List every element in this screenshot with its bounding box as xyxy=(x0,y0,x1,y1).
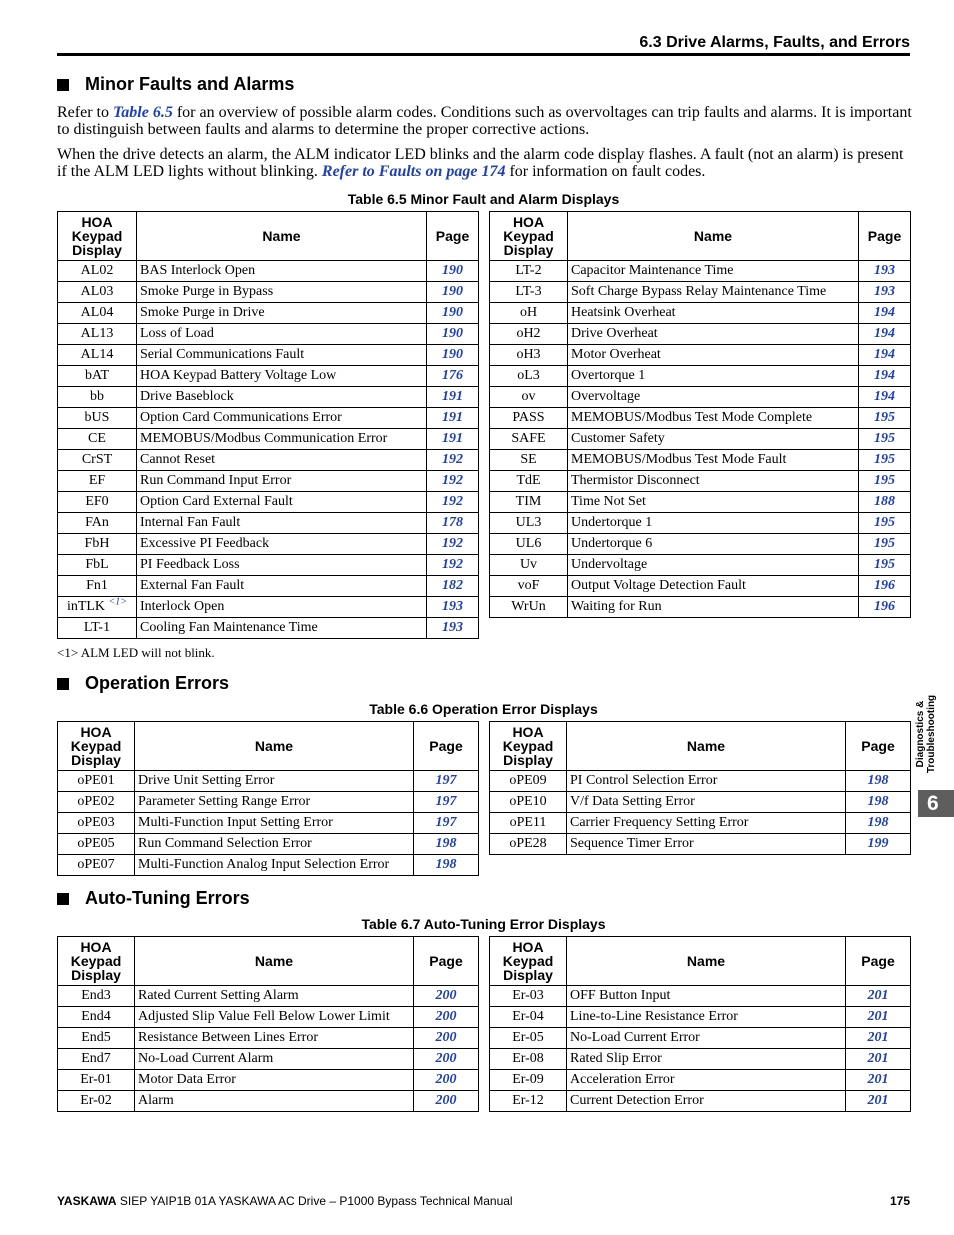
display-code-cell: AL13 xyxy=(58,324,137,345)
page-link-cell[interactable]: 191 xyxy=(427,387,479,408)
page-link-cell[interactable]: 200 xyxy=(414,1049,479,1070)
page-link-cell[interactable]: 192 xyxy=(427,534,479,555)
table-row xyxy=(58,1007,479,1028)
page-link-cell[interactable]: 194 xyxy=(859,303,911,324)
page-link-cell[interactable]: 197 xyxy=(414,813,479,834)
page-link-cell[interactable]: 198 xyxy=(414,834,479,855)
side-tab-line: Troubleshooting xyxy=(926,694,937,774)
page-link-cell[interactable]: 195 xyxy=(859,471,911,492)
name-cell: PI Control Selection Error xyxy=(567,771,846,792)
display-code-cell: Er-08 xyxy=(490,1049,567,1070)
column-header-page: Page xyxy=(846,722,911,771)
name-cell: Carrier Frequency Setting Error xyxy=(567,813,846,834)
name-cell: Overvoltage xyxy=(568,387,859,408)
name-cell: Output Voltage Detection Fault xyxy=(568,576,859,597)
table-row xyxy=(490,345,911,366)
table-header-row xyxy=(58,212,479,261)
name-cell: Multi-Function Analog Input Selection Error xyxy=(135,855,414,876)
page-link-cell[interactable]: 182 xyxy=(427,576,479,597)
page-link-cell[interactable]: 201 xyxy=(846,1007,911,1028)
minor-fault-table-left xyxy=(57,211,479,639)
page-link-cell[interactable]: 192 xyxy=(427,555,479,576)
page-link-cell[interactable]: 200 xyxy=(414,986,479,1007)
section-heading-text: Auto-Tuning Errors xyxy=(85,888,250,908)
table-row xyxy=(490,429,911,450)
display-code-cell: Er-02 xyxy=(58,1091,135,1112)
column-header-code: HOA Keypad Display xyxy=(490,212,568,261)
column-header-name: Name xyxy=(568,212,859,261)
name-cell: External Fan Fault xyxy=(137,576,427,597)
name-cell: PI Feedback Loss xyxy=(137,555,427,576)
display-code-cell: oPE02 xyxy=(58,792,135,813)
page-link-cell[interactable]: 200 xyxy=(414,1070,479,1091)
table-row xyxy=(490,771,911,792)
page-reference-link[interactable]: Refer to Faults on page 174 xyxy=(321,163,506,180)
page-link-cell[interactable]: 194 xyxy=(859,345,911,366)
display-code-cell: End7 xyxy=(58,1049,135,1070)
display-code-cell: AL02 xyxy=(58,261,137,282)
display-code-cell: Er-04 xyxy=(490,1007,567,1028)
table-row xyxy=(58,771,479,792)
table-row xyxy=(58,618,479,639)
page-link-cell[interactable]: 201 xyxy=(846,1070,911,1091)
table-row xyxy=(490,576,911,597)
name-cell: Soft Charge Bypass Relay Maintenance Time xyxy=(568,282,859,303)
name-cell: Excessive PI Feedback xyxy=(137,534,427,555)
table-row xyxy=(58,450,479,471)
display-code-cell: oPE28 xyxy=(490,834,567,855)
table-caption: Table 6.7 Auto-Tuning Error Displays xyxy=(361,916,606,932)
name-cell: Parameter Setting Range Error xyxy=(135,792,414,813)
table-row xyxy=(58,1028,479,1049)
name-cell: Acceleration Error xyxy=(567,1070,846,1091)
name-cell: Heatsink Overheat xyxy=(568,303,859,324)
page-link-cell[interactable]: 198 xyxy=(846,792,911,813)
page-link-cell[interactable]: 193 xyxy=(427,597,479,618)
name-cell: No-Load Current Alarm xyxy=(135,1049,414,1070)
table-row xyxy=(58,986,479,1007)
display-code-cell: UL6 xyxy=(490,534,568,555)
paragraph-text: When the drive detects an alarm, the ALM indicator LED blinks and the alarm code display flashes. A fault (not an alarm) is present if the ALM LED lights without blinking. xyxy=(57,146,904,180)
name-cell: Drive Baseblock xyxy=(137,387,427,408)
table-row xyxy=(490,986,911,1007)
column-header-code: HOA Keypad Display xyxy=(58,937,135,986)
display-code-cell: FbL xyxy=(58,555,137,576)
section-heading-text: Operation Errors xyxy=(85,673,230,693)
minor-fault-table-right xyxy=(489,211,911,618)
column-header-page: Page xyxy=(427,212,479,261)
display-code-cell: Er-01 xyxy=(58,1070,135,1091)
display-code-cell: voF xyxy=(490,576,568,597)
display-code-cell: LT-2 xyxy=(490,261,568,282)
black-square-icon xyxy=(57,678,69,690)
column-header-code: HOA Keypad Display xyxy=(58,722,135,771)
table-row xyxy=(490,597,911,618)
table-row xyxy=(58,261,479,282)
display-code-cell: End4 xyxy=(58,1007,135,1028)
page-link-cell[interactable]: 190 xyxy=(427,345,479,366)
display-code-cell: SE xyxy=(490,450,568,471)
page-link-cell[interactable]: 196 xyxy=(859,576,911,597)
name-cell: Capacitor Maintenance Time xyxy=(568,261,859,282)
table-row xyxy=(490,303,911,324)
table-header-row xyxy=(490,212,911,261)
chapter-number-tab: 6 xyxy=(918,790,954,817)
page-link-cell[interactable]: 192 xyxy=(427,450,479,471)
name-cell: Serial Communications Fault xyxy=(137,345,427,366)
column-header-name: Name xyxy=(567,937,846,986)
table-header-row xyxy=(490,937,911,986)
name-cell: Loss of Load xyxy=(137,324,427,345)
table-row xyxy=(58,492,479,513)
page-link-cell[interactable]: 190 xyxy=(427,261,479,282)
page-link-cell[interactable]: 176 xyxy=(427,366,479,387)
page-link-cell[interactable]: 190 xyxy=(427,324,479,345)
table-header-row xyxy=(490,722,911,771)
side-tab-label xyxy=(906,684,950,784)
name-cell: HOA Keypad Battery Voltage Low xyxy=(137,366,427,387)
table-row xyxy=(490,471,911,492)
page-link-cell[interactable]: 197 xyxy=(414,792,479,813)
name-cell: Motor Overheat xyxy=(568,345,859,366)
page-link-cell[interactable]: 195 xyxy=(859,555,911,576)
page-link-cell[interactable]: 193 xyxy=(859,282,911,303)
table-row xyxy=(58,576,479,597)
name-cell: Overtorque 1 xyxy=(568,366,859,387)
display-code-cell: Er-09 xyxy=(490,1070,567,1091)
side-tab-line: Diagnostics & xyxy=(915,700,926,768)
table-row xyxy=(490,834,911,855)
column-header-name: Name xyxy=(135,937,414,986)
black-square-icon xyxy=(57,893,69,905)
page-link-cell[interactable]: 191 xyxy=(427,429,479,450)
table-row xyxy=(58,534,479,555)
column-header-page: Page xyxy=(859,212,911,261)
page-link-cell[interactable]: 192 xyxy=(427,492,479,513)
name-cell: Cooling Fan Maintenance Time xyxy=(137,618,427,639)
paragraph-alarm-behaviour xyxy=(57,146,913,180)
page-link-cell[interactable]: 200 xyxy=(414,1091,479,1112)
table-row xyxy=(58,513,479,534)
page-link-cell[interactable]: 200 xyxy=(414,1007,479,1028)
page-link-cell[interactable]: 194 xyxy=(859,366,911,387)
display-code-cell: oPE10 xyxy=(490,792,567,813)
display-code-cell: oH xyxy=(490,303,568,324)
column-header-page: Page xyxy=(414,722,479,771)
name-cell: No-Load Current Error xyxy=(567,1028,846,1049)
page-link-cell[interactable]: 195 xyxy=(859,408,911,429)
table-row xyxy=(58,1070,479,1091)
table-row xyxy=(490,1007,911,1028)
name-cell: OFF Button Input xyxy=(567,986,846,1007)
page-link-cell[interactable]: 196 xyxy=(859,597,911,618)
name-cell: Undertorque 1 xyxy=(568,513,859,534)
display-code-cell: Er-03 xyxy=(490,986,567,1007)
auto-tuning-error-table-right xyxy=(489,936,911,1112)
display-code-cell: CrST xyxy=(58,450,137,471)
display-code-cell: LT-1 xyxy=(58,618,137,639)
page-link-cell[interactable]: 188 xyxy=(859,492,911,513)
table-row xyxy=(58,555,479,576)
table-row xyxy=(490,324,911,345)
display-code-cell: bAT xyxy=(58,366,137,387)
auto-tuning-error-table-left xyxy=(57,936,479,1112)
name-cell: Sequence Timer Error xyxy=(567,834,846,855)
display-code-cell: oPE03 xyxy=(58,813,135,834)
page-link-cell[interactable]: 194 xyxy=(859,387,911,408)
table-row xyxy=(58,855,479,876)
table-row xyxy=(490,1049,911,1070)
display-code-cell: oPE01 xyxy=(58,771,135,792)
name-cell: Line-to-Line Resistance Error xyxy=(567,1007,846,1028)
footnote-marker[interactable]: <1> xyxy=(108,596,128,608)
display-code-cell: oPE07 xyxy=(58,855,135,876)
table-row xyxy=(58,792,479,813)
name-cell: Option Card Communications Error xyxy=(137,408,427,429)
column-header-name: Name xyxy=(137,212,427,261)
name-cell: Run Command Input Error xyxy=(137,471,427,492)
table-row xyxy=(58,366,479,387)
table-header-row xyxy=(58,722,479,771)
table-row xyxy=(490,1091,911,1112)
display-code-cell: Uv xyxy=(490,555,568,576)
table-row xyxy=(58,813,479,834)
display-code-cell: UL3 xyxy=(490,513,568,534)
footer-title-text: SIEP YAIP1B 01A YASKAWA AC Drive – P1000 Bypass Technical Manual xyxy=(116,1194,513,1208)
name-cell: MEMOBUS/Modbus Communication Error xyxy=(137,429,427,450)
display-code-cell: AL03 xyxy=(58,282,137,303)
operation-error-table-left xyxy=(57,721,479,876)
table-header-row xyxy=(58,937,479,986)
display-code-cell: End3 xyxy=(58,986,135,1007)
display-code-cell: TIM xyxy=(490,492,568,513)
page-link-cell[interactable]: 198 xyxy=(414,855,479,876)
display-code-cell: SAFE xyxy=(490,429,568,450)
column-header-code: HOA Keypad Display xyxy=(490,722,567,771)
name-cell: MEMOBUS/Modbus Test Mode Complete xyxy=(568,408,859,429)
table-row xyxy=(490,813,911,834)
table-row xyxy=(58,471,479,492)
table-row xyxy=(490,282,911,303)
display-code-cell: oH2 xyxy=(490,324,568,345)
table-row xyxy=(58,597,479,618)
name-cell: Customer Safety xyxy=(568,429,859,450)
name-cell: MEMOBUS/Modbus Test Mode Fault xyxy=(568,450,859,471)
column-header-page: Page xyxy=(846,937,911,986)
section-heading-minor-faults xyxy=(57,74,294,95)
page-link-cell[interactable]: 190 xyxy=(427,303,479,324)
column-header-page: Page xyxy=(414,937,479,986)
display-code-cell: bb xyxy=(58,387,137,408)
column-header-code: HOA Keypad Display xyxy=(58,212,137,261)
page-link-cell[interactable]: 198 xyxy=(846,771,911,792)
name-cell: Run Command Selection Error xyxy=(135,834,414,855)
table-row xyxy=(58,345,479,366)
table-caption: Table 6.5 Minor Fault and Alarm Displays xyxy=(347,191,620,207)
paragraph-intro xyxy=(57,104,913,138)
paragraph-text: Refer to xyxy=(57,104,113,121)
name-cell: Resistance Between Lines Error xyxy=(135,1028,414,1049)
page-link-cell[interactable]: 194 xyxy=(859,324,911,345)
display-code-cell: Er-05 xyxy=(490,1028,567,1049)
display-code-cell: oPE05 xyxy=(58,834,135,855)
table-row xyxy=(58,429,479,450)
name-cell: Rated Current Setting Alarm xyxy=(135,986,414,1007)
table-row xyxy=(490,450,911,471)
name-cell: Thermistor Disconnect xyxy=(568,471,859,492)
page-link-cell[interactable]: 201 xyxy=(846,1028,911,1049)
column-header-name: Name xyxy=(135,722,414,771)
display-code-cell: oH3 xyxy=(490,345,568,366)
page-link-cell[interactable]: 201 xyxy=(846,1091,911,1112)
page-link-cell[interactable]: 178 xyxy=(427,513,479,534)
operation-error-table-right xyxy=(489,721,911,855)
section-heading-operation-errors xyxy=(57,673,229,694)
name-cell: Option Card External Fault xyxy=(137,492,427,513)
page-link-cell[interactable]: 195 xyxy=(859,534,911,555)
table-row xyxy=(58,282,479,303)
page-link-cell[interactable]: 190 xyxy=(427,282,479,303)
name-cell: V/f Data Setting Error xyxy=(567,792,846,813)
page-link-cell[interactable]: 193 xyxy=(427,618,479,639)
name-cell: Alarm xyxy=(135,1091,414,1112)
page-link-cell[interactable]: 195 xyxy=(859,513,911,534)
name-cell: Undervoltage xyxy=(568,555,859,576)
display-code-cell: oL3 xyxy=(490,366,568,387)
display-code-cell: bUS xyxy=(58,408,137,429)
name-cell: Smoke Purge in Bypass xyxy=(137,282,427,303)
display-code-cell: Er-12 xyxy=(490,1091,567,1112)
page-link-cell[interactable]: 198 xyxy=(846,813,911,834)
table-row xyxy=(58,324,479,345)
table-row xyxy=(490,366,911,387)
table-row xyxy=(58,1091,479,1112)
table-row xyxy=(58,834,479,855)
name-cell: Adjusted Slip Value Fell Below Lower Limit xyxy=(135,1007,414,1028)
display-code-cell: oPE11 xyxy=(490,813,567,834)
table-row xyxy=(490,513,911,534)
table-row xyxy=(490,261,911,282)
table-row xyxy=(490,408,911,429)
name-cell: Rated Slip Error xyxy=(567,1049,846,1070)
display-code-cell: EF0 xyxy=(58,492,137,513)
name-cell: Drive Overheat xyxy=(568,324,859,345)
display-code-cell: oPE09 xyxy=(490,771,567,792)
page-link-cell[interactable]: 195 xyxy=(859,450,911,471)
display-code-cell: AL04 xyxy=(58,303,137,324)
name-cell: Interlock Open xyxy=(137,597,427,618)
name-cell: Motor Data Error xyxy=(135,1070,414,1091)
page-link-cell[interactable]: 191 xyxy=(427,408,479,429)
page-link-cell[interactable]: 193 xyxy=(859,261,911,282)
table-row xyxy=(490,492,911,513)
table-reference-link[interactable]: Table 6.5 xyxy=(112,104,173,121)
name-cell: Waiting for Run xyxy=(568,597,859,618)
black-square-icon xyxy=(57,79,69,91)
column-header-name: Name xyxy=(567,722,846,771)
display-code-cell: Fn1 xyxy=(58,576,137,597)
column-header-code: HOA Keypad Display xyxy=(490,937,567,986)
table-row xyxy=(490,792,911,813)
name-cell: Undertorque 6 xyxy=(568,534,859,555)
table-row xyxy=(490,555,911,576)
table-footnote: <1> ALM LED will not blink. xyxy=(57,645,215,660)
name-cell: Current Detection Error xyxy=(567,1091,846,1112)
page-link-cell[interactable]: 192 xyxy=(427,471,479,492)
display-code-cell: PASS xyxy=(490,408,568,429)
name-cell: BAS Interlock Open xyxy=(137,261,427,282)
name-cell: Drive Unit Setting Error xyxy=(135,771,414,792)
name-cell: Multi-Function Input Setting Error xyxy=(135,813,414,834)
display-code-cell: inTLK $^{<1>}$ xyxy=(58,597,137,618)
table-row xyxy=(490,387,911,408)
display-code-cell: End5 xyxy=(58,1028,135,1049)
display-code-cell: ov xyxy=(490,387,568,408)
footer-page-number: 175 xyxy=(889,1194,910,1208)
name-cell: Internal Fan Fault xyxy=(137,513,427,534)
page-link-cell[interactable]: 197 xyxy=(414,771,479,792)
display-code-cell: WrUn xyxy=(490,597,568,618)
paragraph-text: for information on fault codes. xyxy=(505,163,706,180)
name-cell: Cannot Reset xyxy=(137,450,427,471)
table-row xyxy=(490,1070,911,1091)
name-cell: Time Not Set xyxy=(568,492,859,513)
page-link-cell[interactable]: 199 xyxy=(846,834,911,855)
display-code-cell: CE xyxy=(58,429,137,450)
page-link-cell[interactable]: 201 xyxy=(846,1049,911,1070)
table-caption: Table 6.6 Operation Error Displays xyxy=(369,701,598,717)
table-row xyxy=(58,1049,479,1070)
display-code-cell: EF xyxy=(58,471,137,492)
section-heading-auto-tuning-errors xyxy=(57,888,250,909)
page-link-cell[interactable]: 200 xyxy=(414,1028,479,1049)
page-link-cell[interactable]: 201 xyxy=(846,986,911,1007)
paragraph-text: for an overview of possible alarm codes. Conditions such as overvoltages can trip faults and alarms. It is important to distinguish between faults and alarms to determine the proper corrective actions. xyxy=(57,104,912,138)
name-cell: Smoke Purge in Drive xyxy=(137,303,427,324)
table-row xyxy=(58,303,479,324)
page-link-cell[interactable]: 195 xyxy=(859,429,911,450)
header-rule xyxy=(57,53,910,56)
footer-manual-title xyxy=(57,1194,513,1208)
display-code-cell: FbH xyxy=(58,534,137,555)
table-row xyxy=(58,408,479,429)
section-heading-text: Minor Faults and Alarms xyxy=(85,74,295,94)
table-row xyxy=(490,1028,911,1049)
display-code-cell: AL14 xyxy=(58,345,137,366)
table-row xyxy=(490,534,911,555)
table-row xyxy=(58,387,479,408)
display-code-cell: LT-3 xyxy=(490,282,568,303)
display-code-cell: FAn xyxy=(58,513,137,534)
footer-brand: YASKAWA xyxy=(57,1194,117,1208)
running-header: 6.3 Drive Alarms, Faults, and Errors xyxy=(639,34,910,51)
display-code-cell: TdE xyxy=(490,471,568,492)
